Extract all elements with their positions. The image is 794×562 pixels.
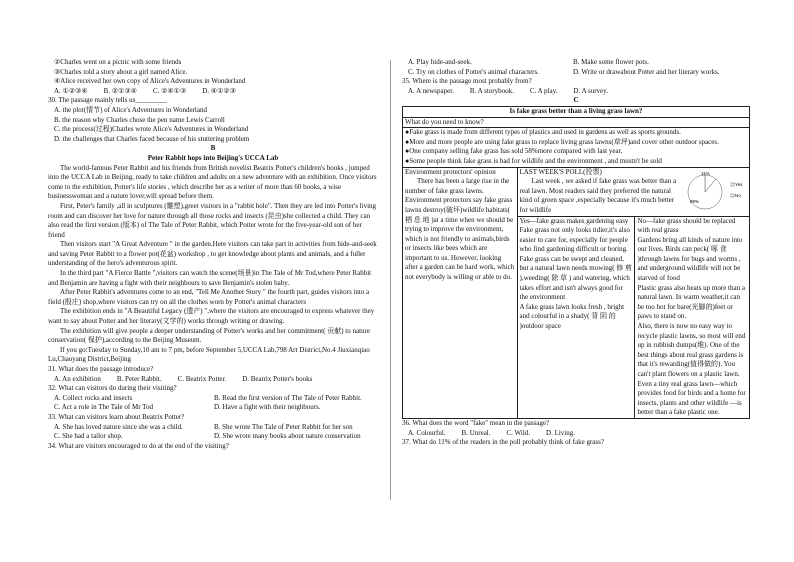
q34-options-row-1: [402, 58, 750, 68]
env-text: There has been a large rise in the number of fake grass lawns. Environment protectors say fake grass lawns destroy(破坏)wildlife habitats( 栖 息 地 )at a time when we should be trying to improve the environment, which is not friendly to animals,birds or insects like bees which are important to us. However, looking after a garden can be hard work, which not everybody is willing or able to do.: [405, 177, 515, 282]
know-line-3: ●One company selling fake grass has sold 58%more compared with last year.: [405, 147, 623, 156]
q35-stem: 35. Where is the passage most probably from?: [402, 77, 532, 86]
q33-option-c: C. She had a tailor shop.: [54, 432, 123, 441]
passage-b-para-2: First, Peter's family ,all in sculptures (雕塑),greet visitors in a "rabbit hole". Then they are led into Potter's living room and can discover her love for nature through all those rocks and insects (昆虫)she collected a child. They can also read the first version (版本) of The Tale of Peter Rabbit, which Potter wrote for the five-year-old son of her friend: [48, 201, 377, 239]
know-line-2: ●More and more people are using fake grass to replace living grass lawns(草坪)and cover other outdoor spaces.: [405, 137, 719, 146]
table-title: Is fake grass better than a living grass lawn?: [403, 106, 750, 117]
q34-option-a: A. Play hide-and-seek.: [408, 58, 472, 66]
q34-stem: 34. What are visitors encouraged to do at the end of the visiting?: [48, 441, 229, 450]
q29-option-c: C. ②④①③: [152, 86, 187, 95]
poll-cell: [517, 167, 750, 216]
know-line-1: ●Fake grass is made from different types of plastics and used in gardens as well as sports grounds.: [405, 128, 681, 137]
q32-option-d: D. Have a fight with their neighbours.: [214, 403, 321, 412]
q33-stem: 33. What can visitors learn about Beatrix Potter?: [48, 412, 185, 421]
know-box: [403, 128, 750, 167]
q33-option-b: B. She wrote The Tale of Peter Rabbit for her son: [214, 422, 353, 431]
q30-option-a: A. the plot(情节) of Alice's Adventures in Wonderland: [54, 105, 207, 114]
slice-label-yes: 11%: [701, 170, 710, 176]
poll-text: Last week , we asked if fake grass was better than a real lawn. Most readers said they preferred the natural kind of green space ,especially because it's much better for wildlife: [519, 177, 677, 214]
q36-option-d: D. Living.: [546, 428, 575, 437]
passage-b-para-8: If you go:Tuesday to Sunday,10 am to 7 pm, before September 5,UCCA Lab,798 Art District,No.4 Jiuxianqiao Lu,Chaoyang District,Beijing: [48, 345, 370, 364]
passage-b-para-1: The world-famous Peter Rabbit and his friends from British novelist Beatrix Potter's children's books , jumped into the UCCA Lab in Beijing, ready to take children and adults on a new adventure with an exhibition. Once visitors come to the exhibition, Potter's life stories , which describe her as a writer of more than 60 books, a wise businesswoman and a nature lover,will spread before them.: [48, 163, 377, 201]
slice-label-no: 89%: [690, 198, 700, 204]
legend-yes-swatch: [731, 183, 734, 186]
q36-option-a: A. Colourful.: [408, 428, 446, 437]
q36-option-b: B. Unreal.: [461, 428, 491, 437]
q30-option-b: B. the reason why Charles chose the pen name Lewis Carroll: [54, 115, 225, 124]
env-heading: Environment protectors' opinion: [405, 167, 496, 176]
q30-option-c: C. the process(过程)Charles wrote Alice's Adventures in Wonderland: [54, 125, 249, 134]
q35-option-d: D. A survey.: [573, 86, 608, 95]
poll-pie-chart: [681, 170, 747, 214]
q35-option-c: C. A play.: [529, 86, 558, 95]
passage-b-title: Peter Rabbit hops into Beijing's UCCA Lab: [147, 153, 279, 162]
poll-pie-svg: [681, 170, 747, 214]
passage-b-para-5: After Peter Rabbit's adventures come to an end, "Tell Me Another Story " the fourth part, guides visitors into a field (殷庄) shop,where visitors can try on all the clothes worn by Potter's animal characters: [48, 288, 370, 306]
q30-option-d: D. the challenges that Charles faced because of his stuttering problem: [54, 134, 250, 143]
q34-option-d: D. Write or drawabout Potter and her literary works.: [573, 67, 720, 76]
q32-option-b: B. Read the first version of The Tale of Peter Rabbit.: [214, 393, 362, 402]
q29-options: [48, 87, 378, 97]
yes-cell: Yes—fake grass makes gardening easy Fake grass not only looks tidier,it's also easier to care for, especially for people who find gardening difficult or boring. Fake grass can be swept and cleaned, but a natural lawn needs mowing( 修 剪 ),weeding( 除 草 ) and watering, which takes effort and isn't always good for the environment A fake grass lawn looks fresh , bright and colourful in a shady( 背 阴 的 )outdoor space: [517, 216, 635, 418]
q33-options-row-2: [48, 432, 378, 442]
section-b-label: B: [210, 144, 216, 153]
top-line-2: ③Charles told a story about a girl named Alice.: [54, 67, 188, 76]
passage-b-para-7: The exhibition will give people a deeper understanding of Potter's works and her commitment( 贡献) to nature conservation( 保护),according to the Beijing Museum.: [48, 326, 370, 345]
top-line-3: ④Alice received her own copy of Alice's Adventures in Wonderland: [54, 77, 246, 86]
q32-stem: 32. What can visitors do during their visiting?: [48, 384, 177, 393]
q31-option-d: D. Beatrix Potter's books: [242, 374, 313, 383]
q29-option-a: A. ①②③④: [54, 86, 88, 95]
passage-b-para-4: In the third part "A Fierce Battle ",visitors can watch the scene(场景)in The Tale of Mr Tod,where Peter Rabbit and Benjamin are having a fight with their neighbours to save Benjamin's stolen baby.: [48, 269, 372, 287]
q36-options: [402, 429, 750, 439]
q33-option-d: D. She wrote many books about nature conservation: [214, 432, 361, 441]
column-divider: [390, 60, 391, 500]
legend-no: No: [735, 192, 741, 198]
q36-option-c: C. Wild.: [506, 428, 531, 437]
q32-option-a: A. Collect rocks and insects: [54, 393, 133, 402]
q35-options: [402, 87, 750, 97]
q31-stem: 31. What does the passage introduce?: [48, 365, 154, 373]
know-line-4: ●Some people think fake grass is bad for wildlife and the environment , and mustn't be sold: [405, 156, 662, 165]
q32-option-c: C. Act a role in The Tale of Mr Tod: [54, 403, 153, 412]
section-c-label: C: [573, 96, 579, 105]
right-column: [402, 58, 750, 448]
env-cell: [403, 167, 518, 418]
q30-stem: 30. The passage mainly tells us_________: [48, 96, 167, 105]
poll-heading: LAST WEEK'S POLL(投票): [519, 167, 602, 176]
q31-option-c: C. Beatrix Potter.: [177, 374, 227, 383]
q33-options-row-1: [48, 423, 378, 433]
q29-option-b: B. ②①③④: [103, 86, 137, 95]
q34-options-row-2: [402, 68, 750, 78]
passage-b-para-3: Then visitors start "A Great Adventure " in the garden.Here visitors can take part in activities from hide-and-seek and saving Peter Rabbit to a flower pot(花盆) workshop , to get knowledge about plants and animals, and a fuller understanding of the hero's adventurous spirit.: [48, 240, 377, 268]
q32-options-row-1: [48, 394, 378, 404]
q31-option-a: A. An exhibition: [54, 374, 101, 383]
q32-options-row-2: [48, 403, 378, 413]
left-column: [48, 58, 378, 451]
q31-option-b: B. Peter Rabbit.: [116, 374, 162, 383]
legend-no-swatch: [731, 194, 734, 197]
q33-option-a: A. She has loved nature since she was a child.: [54, 422, 183, 431]
no-cell: No—fake grass should be replaced with real grass Gardens bring all kinds of nature into our lives. Birds can peck( 啄 食 )through lawns for bugs and worms , and underground wildlife will not be starved of food Plastic grass also heats up more than a natural lawn. In warm weather,it can be too hot for bare(光脚的)feet or paws to stand on. Also, there is now no easy way to recycle plastic lawns, so most will end up in rubbish dumps(堆). One of the best things about real grass gardens is that it's rewarding(值得做的). You can't plant flowers on a plastic lawn. Even a tiny real grass lawn—which provides food for birds and a home for insects, plants and other wildlife —is better than a fake plastic one.: [635, 216, 750, 418]
q35-option-a: A. A newspaper.: [408, 86, 454, 95]
passage-c-table: [402, 106, 750, 419]
top-line-1: ②Charles went on a picnic with some friends: [54, 58, 182, 66]
q34-option-c: C. Try on clothes of Potter's animal characters.: [408, 67, 539, 76]
q34-option-b: B. Make some flower pots.: [573, 58, 649, 66]
q35-option-b: B. A storybook.: [469, 86, 514, 95]
q29-option-d: D. ④①②③: [202, 86, 236, 95]
know-heading: What do you need to know?: [403, 117, 750, 128]
passage-b-para-6: The exhibition ends in "A Beautiful Legacy (遗产) ",where the visitors are encouraged to express whatever they want to say about Potter and her literary(文学的) works through writing or drawing.: [48, 307, 375, 326]
q36-stem: 36. What does the word "fake" mean in the passage?: [402, 418, 550, 427]
legend-yes: Yes: [735, 181, 743, 187]
q31-options: [48, 375, 378, 385]
q37-stem: 37. What do 11% of the readers in the poll probably think of fake grass?: [402, 438, 604, 447]
